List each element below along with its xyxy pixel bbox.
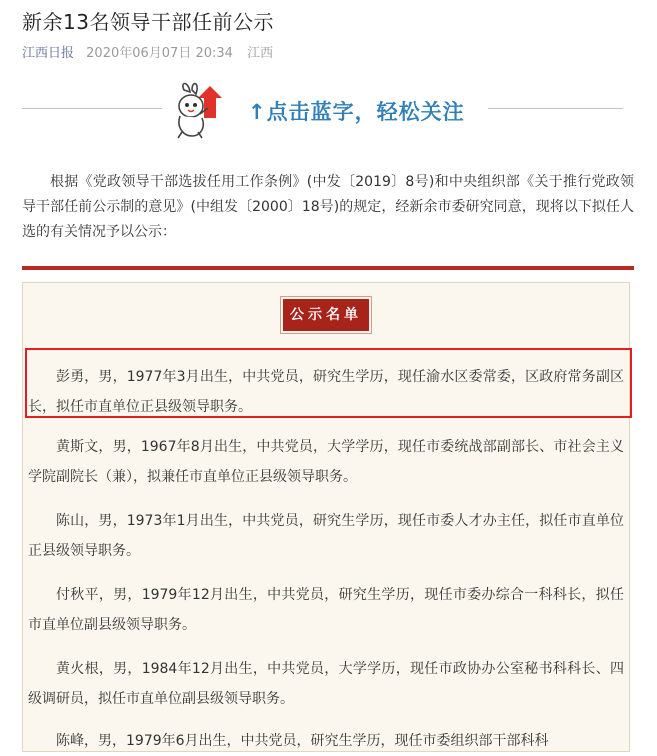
notice-entry: 付秋平，男，1979年12月出生，中共党员，研究生学历，现任市委办综合一科科长，拟任市直单位副县级领导职务。 — [28, 587, 624, 633]
article-meta — [22, 42, 273, 61]
source-link[interactable]: 江西日报 — [22, 46, 75, 61]
divider-left — [22, 108, 162, 109]
intro-paragraph: 根据《党政领导干部选拔任用工作条例》(中发〔2019〕8号)和中央组织部《关于推行党政领导干部任前公示制的意见》(中组发〔2000〕18号)的规定，经新余市委研究同意，现将以下拟任人选的有关情况予以公示： — [22, 174, 634, 240]
publish-datetime: 2020年06月07日 20:34 — [86, 46, 233, 61]
highlight-box — [25, 348, 632, 418]
region-label: 江西 — [247, 46, 274, 61]
notice-entry: 彭勇，男，1977年3月出生，中共党员，研究生学历，现任渝水区委常委，区政府常务副区长，拟任市直单位正县级领导职务。 — [28, 369, 624, 415]
red-divider — [22, 266, 634, 270]
follow-prompt[interactable]: ↑点击蓝字，轻松关注 — [248, 100, 465, 124]
divider-right — [488, 108, 623, 109]
article-title: 新余13名领导干部任前公示 — [22, 10, 274, 34]
notice-badge: 公示名单 — [283, 299, 369, 331]
notice-entry: 陈峰，男，1979年6月出生，中共党员，研究生学历，现任市委组织部干部科科 — [56, 733, 549, 749]
rabbit-mascot-with-up-arrow-icon — [170, 80, 234, 140]
notice-entry: 黄斯文，男，1967年8月出生，中共党员，大学学历，现任市委统战部副部长、市社会主义学院副院长（兼），拟兼任市直单位正县级领导职务。 — [28, 439, 624, 485]
notice-entry: 黄火根，男，1984年12月出生，中共党员，大学学历，现任市政协办公室秘书科科长、四级调研员，拟任市直单位副县级领导职务。 — [28, 661, 624, 707]
notice-entry: 陈山，男，1973年1月出生，中共党员，研究生学历，现任市委人才办主任，拟任市直单位正县级领导职务。 — [28, 513, 624, 559]
